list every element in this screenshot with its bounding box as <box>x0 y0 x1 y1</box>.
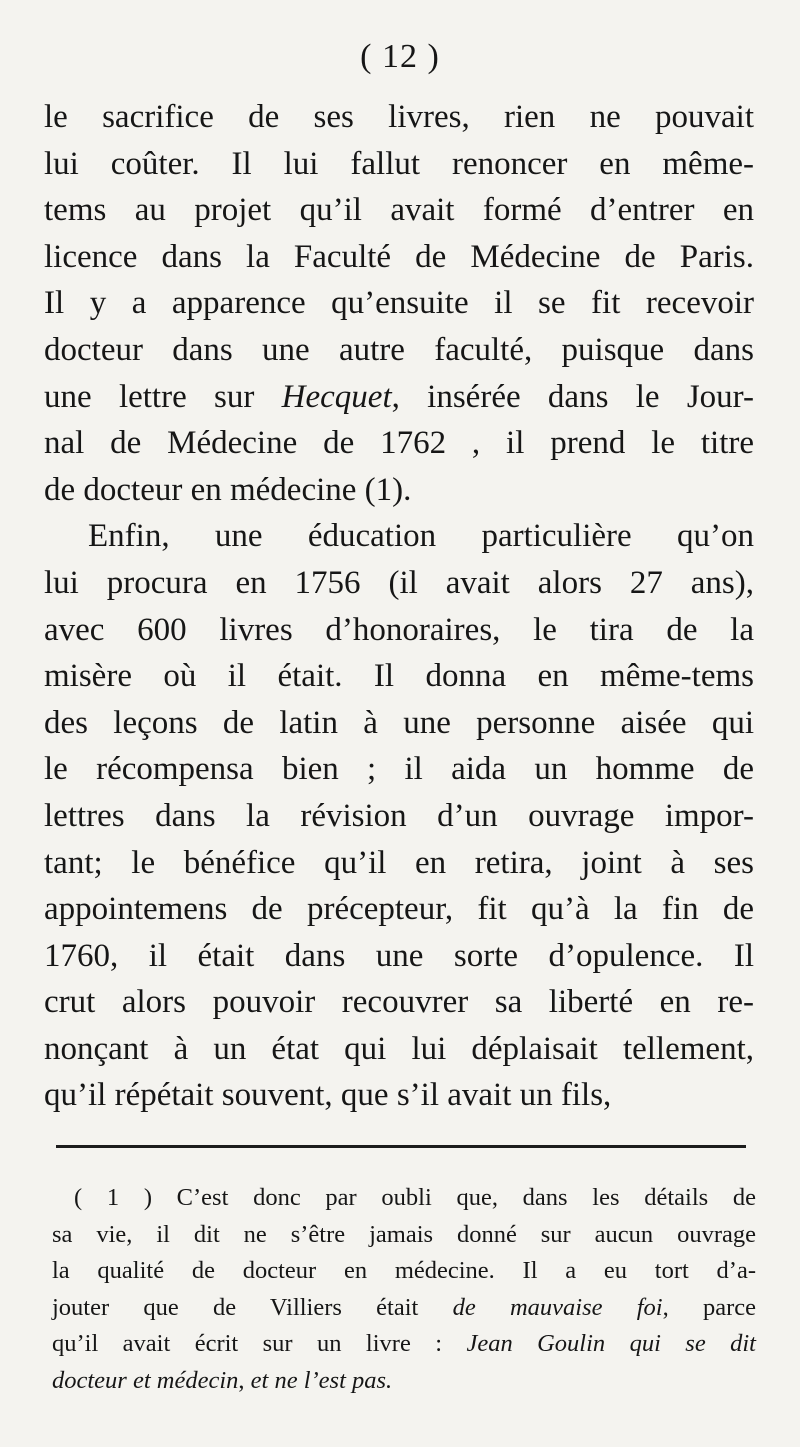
text-segment: qu’il avait écrit sur un livre : <box>52 1330 467 1357</box>
text-segment: des leçons de latin à une personne aisée qui <box>44 704 754 741</box>
text-line <box>44 513 754 560</box>
footnote <box>52 1180 756 1399</box>
text-line <box>44 420 754 467</box>
text-line <box>44 1026 754 1073</box>
text-segment: tant; le bénéfice qu’il en retira, joint à ses <box>44 844 754 881</box>
text-line <box>44 933 754 980</box>
text-segment: ( 1 ) C’est donc par oubli que, dans les détails de <box>74 1184 756 1211</box>
text-line <box>44 886 754 933</box>
text-line <box>44 374 754 421</box>
text-segment: licence dans la Faculté de Médecine de Paris. <box>44 238 754 275</box>
text-segment: Il y a apparence qu’ensuite il se fit recevoir <box>44 285 754 322</box>
text-segment: , insérée dans le Jour- <box>391 378 754 415</box>
text-segment: une lettre sur <box>44 378 282 415</box>
text-segment: lettres dans la révision d’un ouvrage impor- <box>44 797 754 834</box>
text-line <box>44 327 754 374</box>
footnote-line <box>52 1290 756 1327</box>
text-line <box>44 234 754 281</box>
text-line <box>44 840 754 887</box>
text-segment: le récompensa bien ; il aida un homme de <box>44 751 754 788</box>
text-segment: nal de Médecine de 1762 , il prend le titre <box>44 425 754 462</box>
text-line <box>44 700 754 747</box>
text-line <box>44 467 754 514</box>
text-segment: lui procura en 1756 (il avait alors 27 ans), <box>44 564 754 601</box>
footnote-line <box>52 1217 756 1254</box>
text-segment: qu’il répétait souvent, que s’il avait un fils, <box>44 1077 612 1114</box>
text-segment: tems au projet qu’il avait formé d’entrer en <box>44 192 754 229</box>
italic-text: Jean Goulin qui se dit <box>466 1330 756 1357</box>
text-segment: sa vie, il dit ne s’être jamais donné sur aucun ouvrage <box>52 1220 756 1248</box>
text-segment: jouter que de Villiers était <box>52 1293 453 1321</box>
text-line <box>44 1072 754 1119</box>
footnote-line <box>52 1326 756 1363</box>
text-segment: docteur dans une autre faculté, puisque dans <box>44 331 754 368</box>
text-segment: la qualité de docteur en médecine. Il a eu tort d’a- <box>52 1257 756 1284</box>
text-segment: 1760, il était dans une sorte d’opulence. Il <box>44 937 754 974</box>
text-segment: avec 600 livres d’honoraires, le tira de la <box>44 611 754 648</box>
text-segment: crut alors pouvoir recouvrer sa liberté en re- <box>44 984 754 1021</box>
text-segment: , <box>238 1366 251 1394</box>
text-line <box>44 560 754 607</box>
text-segment: lui coûter. Il lui fallut renoncer en même- <box>44 145 754 182</box>
text-line <box>44 141 754 188</box>
text-line <box>44 187 754 234</box>
italic-text: et ne l’est pas. <box>250 1366 393 1394</box>
italic-text: de mauvaise foi <box>452 1293 663 1321</box>
text-segment: de docteur en médecine (1). <box>44 471 412 508</box>
text-segment: Enfin, une éducation particulière qu’on <box>88 518 754 555</box>
footnote-line <box>52 1253 756 1290</box>
text-segment: appointemens de précepteur, fit qu’à la fin de <box>44 891 754 928</box>
text-segment: le sacrifice de ses livres, rien ne pouvait <box>44 99 754 135</box>
main-text <box>44 94 754 1119</box>
text-line <box>44 607 754 654</box>
text-segment: misère où il était. Il donna en même-tems <box>44 658 754 695</box>
text-line <box>44 979 754 1026</box>
italic-text: docteur et médecin <box>52 1366 239 1394</box>
footnote-line <box>52 1363 756 1400</box>
footnote-separator-rule <box>56 1145 746 1148</box>
text-segment: nonçant à un état qui lui déplaisait tellement, <box>44 1030 754 1067</box>
text-line <box>44 746 754 793</box>
footnote-line <box>52 1180 756 1217</box>
italic-text: Hecquet <box>281 378 392 415</box>
text-segment: , parce <box>662 1293 756 1321</box>
text-line <box>44 653 754 700</box>
text-line <box>44 94 754 141</box>
text-line <box>44 280 754 327</box>
text-line <box>44 793 754 840</box>
page-number: ( 12 ) <box>360 38 440 75</box>
